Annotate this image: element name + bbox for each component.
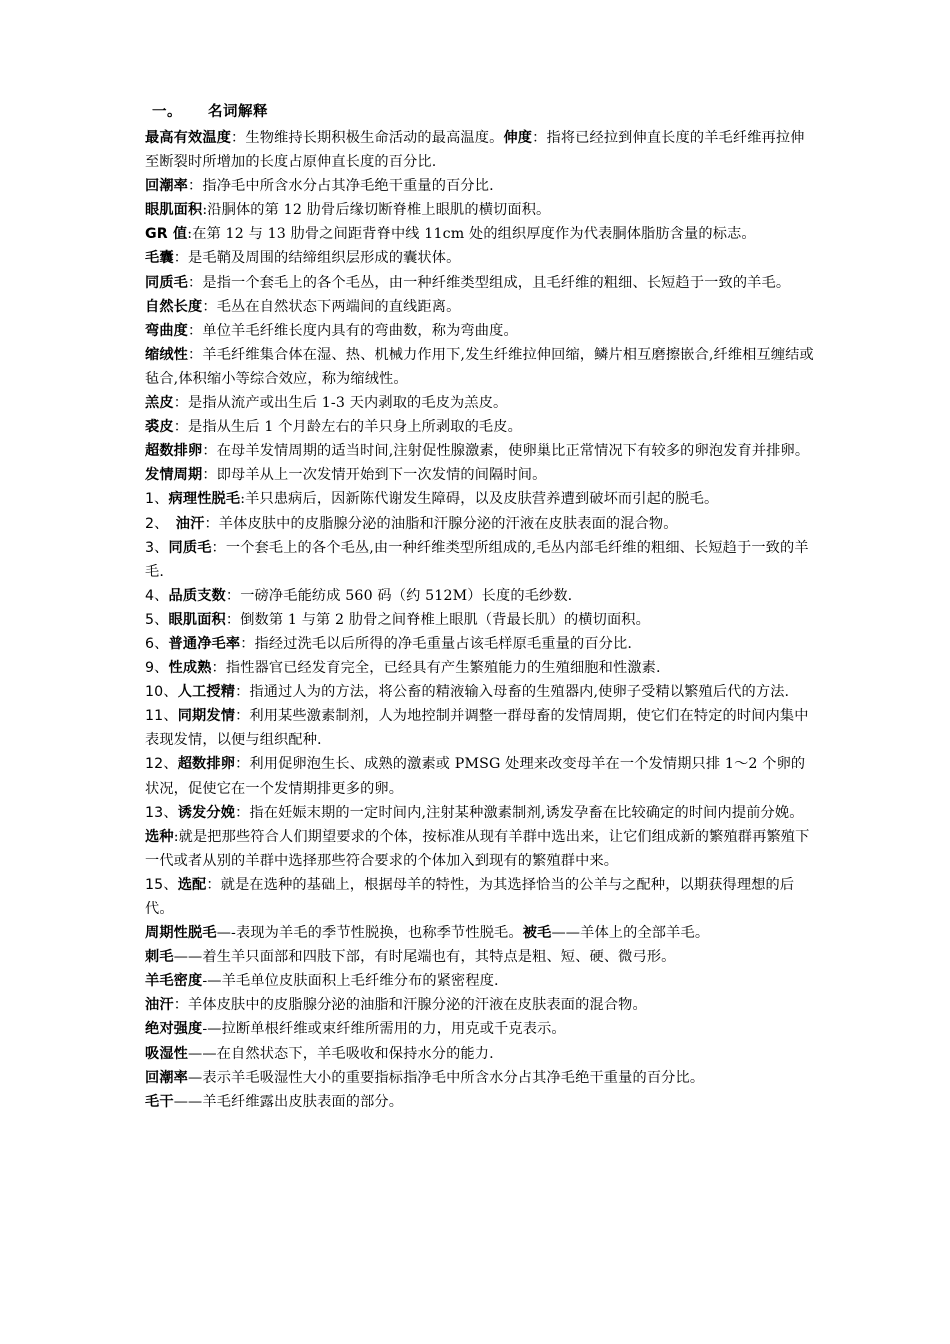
entry-term: 油汗 <box>145 997 174 1014</box>
entry-number: 5、 <box>145 611 169 628</box>
entry-term: 人工授精 <box>177 684 236 701</box>
entry-term: 羔皮 <box>145 395 174 412</box>
entry-definition: ：在母羊发情周期的适当时间,注射促性腺激素，使卵巢比正常情况下有较多的卵泡发育并排卵。 <box>202 443 810 460</box>
definition-entry <box>145 222 817 246</box>
entry-definition: ：是指从流产或出生后 1-3 天内剥取的毛皮为羔皮。 <box>173 395 508 412</box>
entry-term: 发情周期 <box>145 467 203 484</box>
definition-entry <box>145 632 817 656</box>
definition-entry <box>145 825 817 873</box>
definition-entry <box>145 271 817 295</box>
entry-definition: ：指净毛中所含水分占其净毛绝干重量的百分比. <box>188 178 494 195</box>
entry-term: 回潮率 <box>145 178 189 195</box>
definition-entry <box>145 391 817 415</box>
entry-definition: —表示羊毛吸湿性大小的重要指标指净毛中所含水分占其净毛绝干重量的百分比。 <box>188 1069 705 1086</box>
definition-entry <box>145 512 817 536</box>
entry-term: 弯曲度 <box>145 322 189 339</box>
section-number: 一。 <box>152 104 182 120</box>
definition-entry <box>145 752 817 800</box>
entry-term: 选种 <box>145 828 174 845</box>
entry-definition: ：毛丛在自然状态下两端间的直线距离。 <box>202 298 461 315</box>
definition-entry <box>145 921 817 945</box>
entry-definition: -—拉断单根纤维或束纤维所需用的力，用克或千克表示。 <box>202 1021 566 1038</box>
definition-entry <box>145 1042 817 1066</box>
entry-definition: ：羊体皮肤中的皮脂腺分泌的油脂和汗腺分泌的汗液在皮肤表面的混合物。 <box>173 997 647 1014</box>
entry-definition: :在第 12 与 13 肋骨之间距背脊中线 11cm 处的组织厚度作为代表胴体脂肪含量的标志。 <box>187 226 756 243</box>
definition-entry <box>145 704 817 752</box>
definition-entry <box>145 945 817 969</box>
entry-term: 绝对强度 <box>145 1021 203 1038</box>
entry-term: 刺毛 <box>145 949 174 966</box>
entry-number: 2、 <box>145 515 176 532</box>
entry-number: 4、 <box>145 587 169 604</box>
entry-definition: ——羊体上的全部羊毛。 <box>551 925 710 942</box>
entry-number: 11、 <box>145 708 178 725</box>
entry-term: 缩绒性 <box>145 346 189 363</box>
entry-term: 超数排卵 <box>177 756 236 773</box>
entry-definition: ：一磅净毛能纺成 560 码（约 512M）长度的毛纱数. <box>225 587 573 604</box>
entry-number: 10、 <box>145 684 178 701</box>
entry-term: 同质毛 <box>145 274 189 291</box>
entry-term: 眼肌面积 <box>145 202 203 219</box>
definition-entry <box>145 969 817 993</box>
entry-definition: ：就是在选种的基础上，根据母羊的特性，为其选择恰当的公羊与之配种，以期获得理想的后代。 <box>145 876 795 917</box>
entry-definition: —-表现为羊毛的季节性脱换，也称季节性脱毛。 <box>216 925 523 942</box>
entry-definition: -—羊毛单位皮肤面积上毛纤维分布的紧密程度. <box>202 973 499 990</box>
definition-entry <box>145 1017 817 1041</box>
entry-term: 毛囊 <box>145 250 174 267</box>
entry-term: 回潮率 <box>145 1069 189 1086</box>
entry-number: 13、 <box>145 804 178 821</box>
entry-definition: ：指通过人为的方法，将公畜的精液输入母畜的生殖器内,使卵子受精以繁殖后代的方法. <box>235 684 790 701</box>
entry-term: 选配 <box>177 876 207 893</box>
entry-definition: ：是指一个套毛上的各个毛丛，由一种纤维类型组成，且毛纤维的粗细、长短趋于一致的羊毛。 <box>188 274 791 291</box>
entry-term: 眼肌面积 <box>168 611 226 628</box>
definitions-list <box>145 126 817 1114</box>
entry-definition: ：生物维持长期积极生命活动的最高温度。 <box>231 130 504 146</box>
entry-term: GR 值 <box>145 226 188 243</box>
entry-definition: ：指将已经拉到伸直长度的羊毛纤维再拉伸至断裂时所增加的长度占原伸直长度的百分比. <box>145 130 805 171</box>
entry-term: 伸度 <box>503 130 533 146</box>
definition-entry <box>145 126 817 174</box>
entry-term: 裘皮 <box>145 419 174 436</box>
entry-number: 9、 <box>145 660 169 677</box>
entry-definition: ：指在妊娠末期的一定时间内,注射某种激素制剂,诱发孕畜在比较确定的时间内提前分娩。 <box>235 804 804 821</box>
definition-entry <box>145 873 817 921</box>
definition-entry <box>145 246 817 270</box>
entry-term: 最高有效温度 <box>145 130 232 146</box>
entry-number: 15、 <box>145 876 178 893</box>
entry-definition: ：指性器官已经发育完全，已经具有产生繁殖能力的生殖细胞和性激素. <box>211 660 661 677</box>
definition-entry <box>145 439 817 463</box>
definition-entry <box>145 584 817 608</box>
entry-number: 1、 <box>145 491 169 508</box>
definition-entry <box>145 536 817 584</box>
definition-entry <box>145 608 817 632</box>
entry-term: 诱发分娩 <box>177 804 236 821</box>
entry-definition: ——着生羊只面部和四肢下部，有时尾端也有，其特点是粗、短、硬、微弓形。 <box>173 949 676 966</box>
definition-entry <box>145 487 817 511</box>
entry-term: 自然长度 <box>145 298 203 315</box>
entry-definition: ：是毛鞘及周围的结缔组织层形成的囊状体。 <box>173 250 461 267</box>
entry-number: 6、 <box>145 635 169 652</box>
definition-entry <box>145 295 817 319</box>
entry-number: 12、 <box>145 756 178 773</box>
definition-entry <box>145 463 817 487</box>
definition-entry <box>145 415 817 439</box>
section-title: 名词解释 <box>208 104 268 120</box>
entry-term: 毛干 <box>145 1093 174 1110</box>
definition-entry <box>145 319 817 343</box>
entry-term: 普通净毛率 <box>168 635 241 652</box>
entry-term: 周期性脱毛 <box>145 925 217 942</box>
entry-definition: ：利用促卵泡生长、成熟的激素或 PMSG 处理来改变母羊在一个发情期只排 1～2 个卵的状况，促使它在一个发情期排更多的卵。 <box>145 756 806 797</box>
entry-definition: ：倒数第 1 与第 2 肋骨之间脊椎上眼肌（背最长肌）的横切面积。 <box>225 611 650 628</box>
entry-term: 同期发情 <box>177 708 236 725</box>
entry-definition: ：是指从生后 1 个月龄左右的羊只身上所剥取的毛皮。 <box>173 419 522 436</box>
definition-entry <box>145 1090 817 1114</box>
entry-definition: ：单位羊毛纤维长度内具有的弯曲数，称为弯曲度。 <box>188 322 518 339</box>
entry-definition: ：指经过洗毛以后所得的净毛重量占该毛样原毛重量的百分比. <box>240 635 632 652</box>
entry-definition: :羊只患病后，因新陈代谢发生障碍，以及皮肤营养遭到破坏而引起的脱毛。 <box>240 491 719 508</box>
definition-entry <box>145 343 817 391</box>
entry-definition: ——在自然状态下，羊毛吸收和保持水分的能力. <box>188 1045 494 1062</box>
entry-definition: ——羊毛纤维露出皮肤表面的部分。 <box>173 1093 404 1110</box>
entry-definition: :沿胴体的第 12 肋骨后缘切断脊椎上眼肌的横切面积。 <box>202 202 551 219</box>
entry-term: 同质毛 <box>168 539 212 556</box>
entry-definition: ：羊体皮肤中的皮脂腺分泌的油脂和汗腺分泌的汗液在皮肤表面的混合物。 <box>204 515 678 532</box>
entry-term: 吸湿性 <box>145 1045 189 1062</box>
entry-term: 品质支数 <box>168 587 226 604</box>
definition-entry <box>145 174 817 198</box>
entry-term: 超数排卵 <box>145 443 203 460</box>
entry-definition: :就是把那些符合人们期望要求的个体，按标准从现有羊群中选出来，让它们组成新的繁殖群再繁殖下一代或者从别的羊群中选择那些符合要求的个体加入到现有的繁殖群中来。 <box>145 828 810 869</box>
definition-entry <box>145 656 817 680</box>
definition-entry <box>145 680 817 704</box>
definition-entry <box>145 1066 817 1090</box>
entry-term: 病理性脱毛 <box>168 491 241 508</box>
entry-term: 油汗 <box>175 515 205 532</box>
entry-definition: ：一个套毛上的各个毛丛,由一种纤维类型所组成的,毛丛内部毛纤维的粗细、长短趋于一致的羊毛. <box>145 539 809 580</box>
definition-entry <box>145 993 817 1017</box>
definition-entry <box>145 801 817 825</box>
definition-entry <box>145 198 817 222</box>
section-heading <box>152 100 268 121</box>
entry-definition: ：即母羊从上一次发情开始到下一次发情的间隔时间。 <box>202 467 547 484</box>
entry-definition: ：利用某些激素制剂，人为地控制并调整一群母畜的发情周期，使它们在特定的时间内集中表现发情，以便与组织配种. <box>145 708 809 749</box>
entry-term: 被毛 <box>522 925 552 942</box>
entry-number: 3、 <box>145 539 169 556</box>
entry-term: 性成熟 <box>168 660 212 677</box>
entry-term: 羊毛密度 <box>145 973 203 990</box>
entry-definition: ：羊毛纤维集合体在湿、热、机械力作用下,发生纤维拉伸回缩，鳞片相互磨擦嵌合,纤维相互缠结或毡合,体积缩小等综合效应，称为缩绒性。 <box>145 346 814 387</box>
